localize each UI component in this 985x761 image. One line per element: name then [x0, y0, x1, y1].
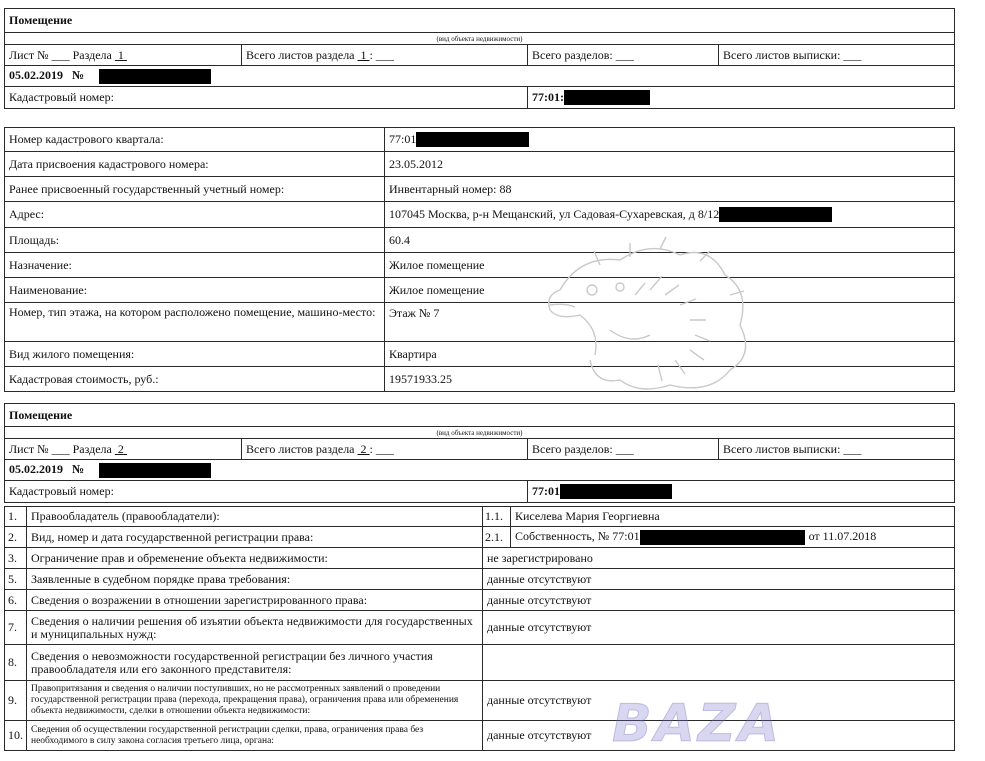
detail-value-text: 60.4: [389, 232, 410, 247]
detail-label: Адрес:: [5, 202, 385, 228]
detail-value: [385, 278, 955, 303]
date-number-row: 05.02.2019 №: [5, 66, 955, 87]
details-table: [4, 127, 955, 392]
total-sections: Всего разделов: ___: [528, 439, 719, 460]
rights-value: [511, 527, 955, 548]
object-kind-caption: (вид объекта недвижимости): [5, 33, 955, 45]
redaction: [99, 69, 211, 84]
rights-row: [5, 645, 955, 681]
rights-row: [5, 548, 955, 569]
rights-label: Сведения о наличии решения об изъятии объекта недвижимости для государственных и муниципальных нужд:: [27, 611, 483, 645]
section1-header: [4, 8, 955, 109]
detail-label: Наименование:: [5, 278, 385, 303]
rights-row: [5, 681, 955, 721]
detail-row: [5, 228, 955, 253]
detail-row: [5, 202, 955, 228]
detail-value-text: 19571933.25: [389, 371, 452, 386]
rights-row: [5, 569, 955, 590]
detail-label: Номер, тип этажа, на котором расположено помещение, машино-место:: [5, 303, 385, 342]
rights-label: Вид, номер и дата государственной регистрации права:: [27, 527, 483, 548]
rights-table: [4, 506, 955, 751]
rights-value-text: Киселева Мария Георгиевна: [515, 509, 660, 523]
total-extract-sheets: Всего листов выписки: ___: [719, 439, 955, 460]
detail-value: [385, 228, 955, 253]
row-number: 7.: [5, 611, 27, 645]
detail-value: [385, 177, 955, 202]
rights-label: Сведения об осуществлении государственной регистрации сделки, права, ограничения права без необходимого в силу закона согласия третьего лица, органа:: [27, 721, 483, 751]
detail-value: [385, 367, 955, 392]
detail-value: [385, 152, 955, 177]
rights-value: [511, 507, 955, 527]
detail-value-text: 23.05.2012: [389, 156, 443, 171]
detail-row: [5, 128, 955, 152]
rights-row: [5, 721, 955, 751]
redaction: [416, 132, 529, 147]
rights-row: [5, 611, 955, 645]
redaction: [564, 90, 650, 105]
rights-row: [5, 527, 955, 548]
detail-label: Площадь:: [5, 228, 385, 253]
object-kind-caption: (вид объекта недвижимости): [5, 427, 955, 439]
rights-value: данные отсутствуют: [483, 569, 955, 590]
detail-label: Номер кадастрового квартала:: [5, 128, 385, 152]
rights-label: Правопритязания и сведения о наличии поступивших, но не рассмотренных заявлений о проведении государственной регистрации права (перехода, прекращения права), ограничения права или обременения объекта недвижимости, сделки в отношении объекта недвижимости:: [27, 681, 483, 721]
cadastral-label: Кадастровый номер:: [5, 481, 528, 503]
detail-value: [385, 303, 955, 342]
row-number: 9.: [5, 681, 27, 721]
detail-value: [385, 253, 955, 278]
redaction: [640, 530, 805, 545]
date-number-row: 05.02.2019 №: [5, 460, 955, 481]
rights-row: [5, 590, 955, 611]
row-number: 2.: [5, 527, 27, 548]
rights-value: данные отсутствуют: [483, 590, 955, 611]
rights-value: [483, 645, 955, 681]
section2-header: [4, 403, 955, 503]
detail-label: Ранее присвоенный государственный учетный номер:: [5, 177, 385, 202]
rights-value: не зарегистрировано: [483, 548, 955, 569]
detail-label: Назначение:: [5, 253, 385, 278]
redaction: [560, 484, 672, 499]
cadastral-label: Кадастровый номер:: [5, 87, 528, 109]
rights-row: [5, 507, 955, 527]
cadastral-number: 77:01:: [528, 87, 955, 109]
detail-label: Дата присвоения кадастрового номера:: [5, 152, 385, 177]
rights-label: Сведения о возражении в отношении зарегистрированного права:: [27, 590, 483, 611]
row-number: 5.: [5, 569, 27, 590]
rights-label: Ограничение прав и обременение объекта недвижимости:: [27, 548, 483, 569]
total-sheets: Всего листов раздела 1 : ___: [242, 45, 528, 66]
redaction: [719, 207, 832, 222]
object-title: Помещение: [5, 404, 955, 427]
cadastral-number: 77:01: [528, 481, 955, 503]
detail-row: [5, 342, 955, 367]
row-number: 8.: [5, 645, 27, 681]
detail-row: [5, 177, 955, 202]
rights-label: Заявленные в судебном порядке права требования:: [27, 569, 483, 590]
rights-value: данные отсутствуют: [483, 721, 955, 751]
sheet-info: Лист № ___ Раздела 2: [5, 439, 242, 460]
rights-value: данные отсутствуют: [483, 611, 955, 645]
detail-row: [5, 152, 955, 177]
detail-value-text: 77:01: [389, 131, 417, 146]
rights-label: Правообладатель (правообладатели):: [27, 507, 483, 527]
detail-value-text: Квартира: [389, 346, 437, 361]
detail-value-text: Этаж № 7: [389, 306, 440, 320]
sub-number: 2.1.: [483, 527, 511, 548]
total-sections: Всего разделов: ___: [528, 45, 719, 66]
detail-value: [385, 202, 955, 228]
detail-value-text: Инвентарный номер: 88: [389, 181, 512, 196]
detail-row: [5, 253, 955, 278]
total-sheets: Всего листов раздела 2 : ___: [242, 439, 528, 460]
redaction: [99, 463, 211, 478]
total-extract-sheets: Всего листов выписки: ___: [719, 45, 955, 66]
detail-label: Вид жилого помещения:: [5, 342, 385, 367]
detail-value-text: 107045 Москва, р-н Мещанский, ул Садовая-Сухаревская, д 8/12: [389, 206, 720, 221]
rights-value: данные отсутствуют: [483, 681, 955, 721]
sub-number: 1.1.: [483, 507, 511, 527]
sheet-info: Лист № ___ Раздела 1: [5, 45, 242, 66]
rights-value-tail: от 11.07.2018: [808, 529, 877, 544]
row-number: 10.: [5, 721, 27, 751]
detail-row: [5, 278, 955, 303]
row-number: 3.: [5, 548, 27, 569]
detail-row: [5, 303, 955, 342]
detail-value: [385, 128, 955, 152]
detail-value-text: Жилое помещение: [389, 257, 485, 272]
baza-watermark: BAZA: [612, 694, 782, 754]
object-title: Помещение: [5, 9, 955, 33]
detail-label: Кадастровая стоимость, руб.:: [5, 367, 385, 392]
detail-row: [5, 367, 955, 392]
row-number: 6.: [5, 590, 27, 611]
rights-value-text: Собственность, № 77:01: [515, 529, 640, 544]
rights-label: Сведения о невозможности государственной регистрации без личного участия правообладателя или его законного представителя:: [27, 645, 483, 681]
detail-value: [385, 342, 955, 367]
row-number: 1.: [5, 507, 27, 527]
detail-value-text: Жилое помещение: [389, 282, 485, 297]
